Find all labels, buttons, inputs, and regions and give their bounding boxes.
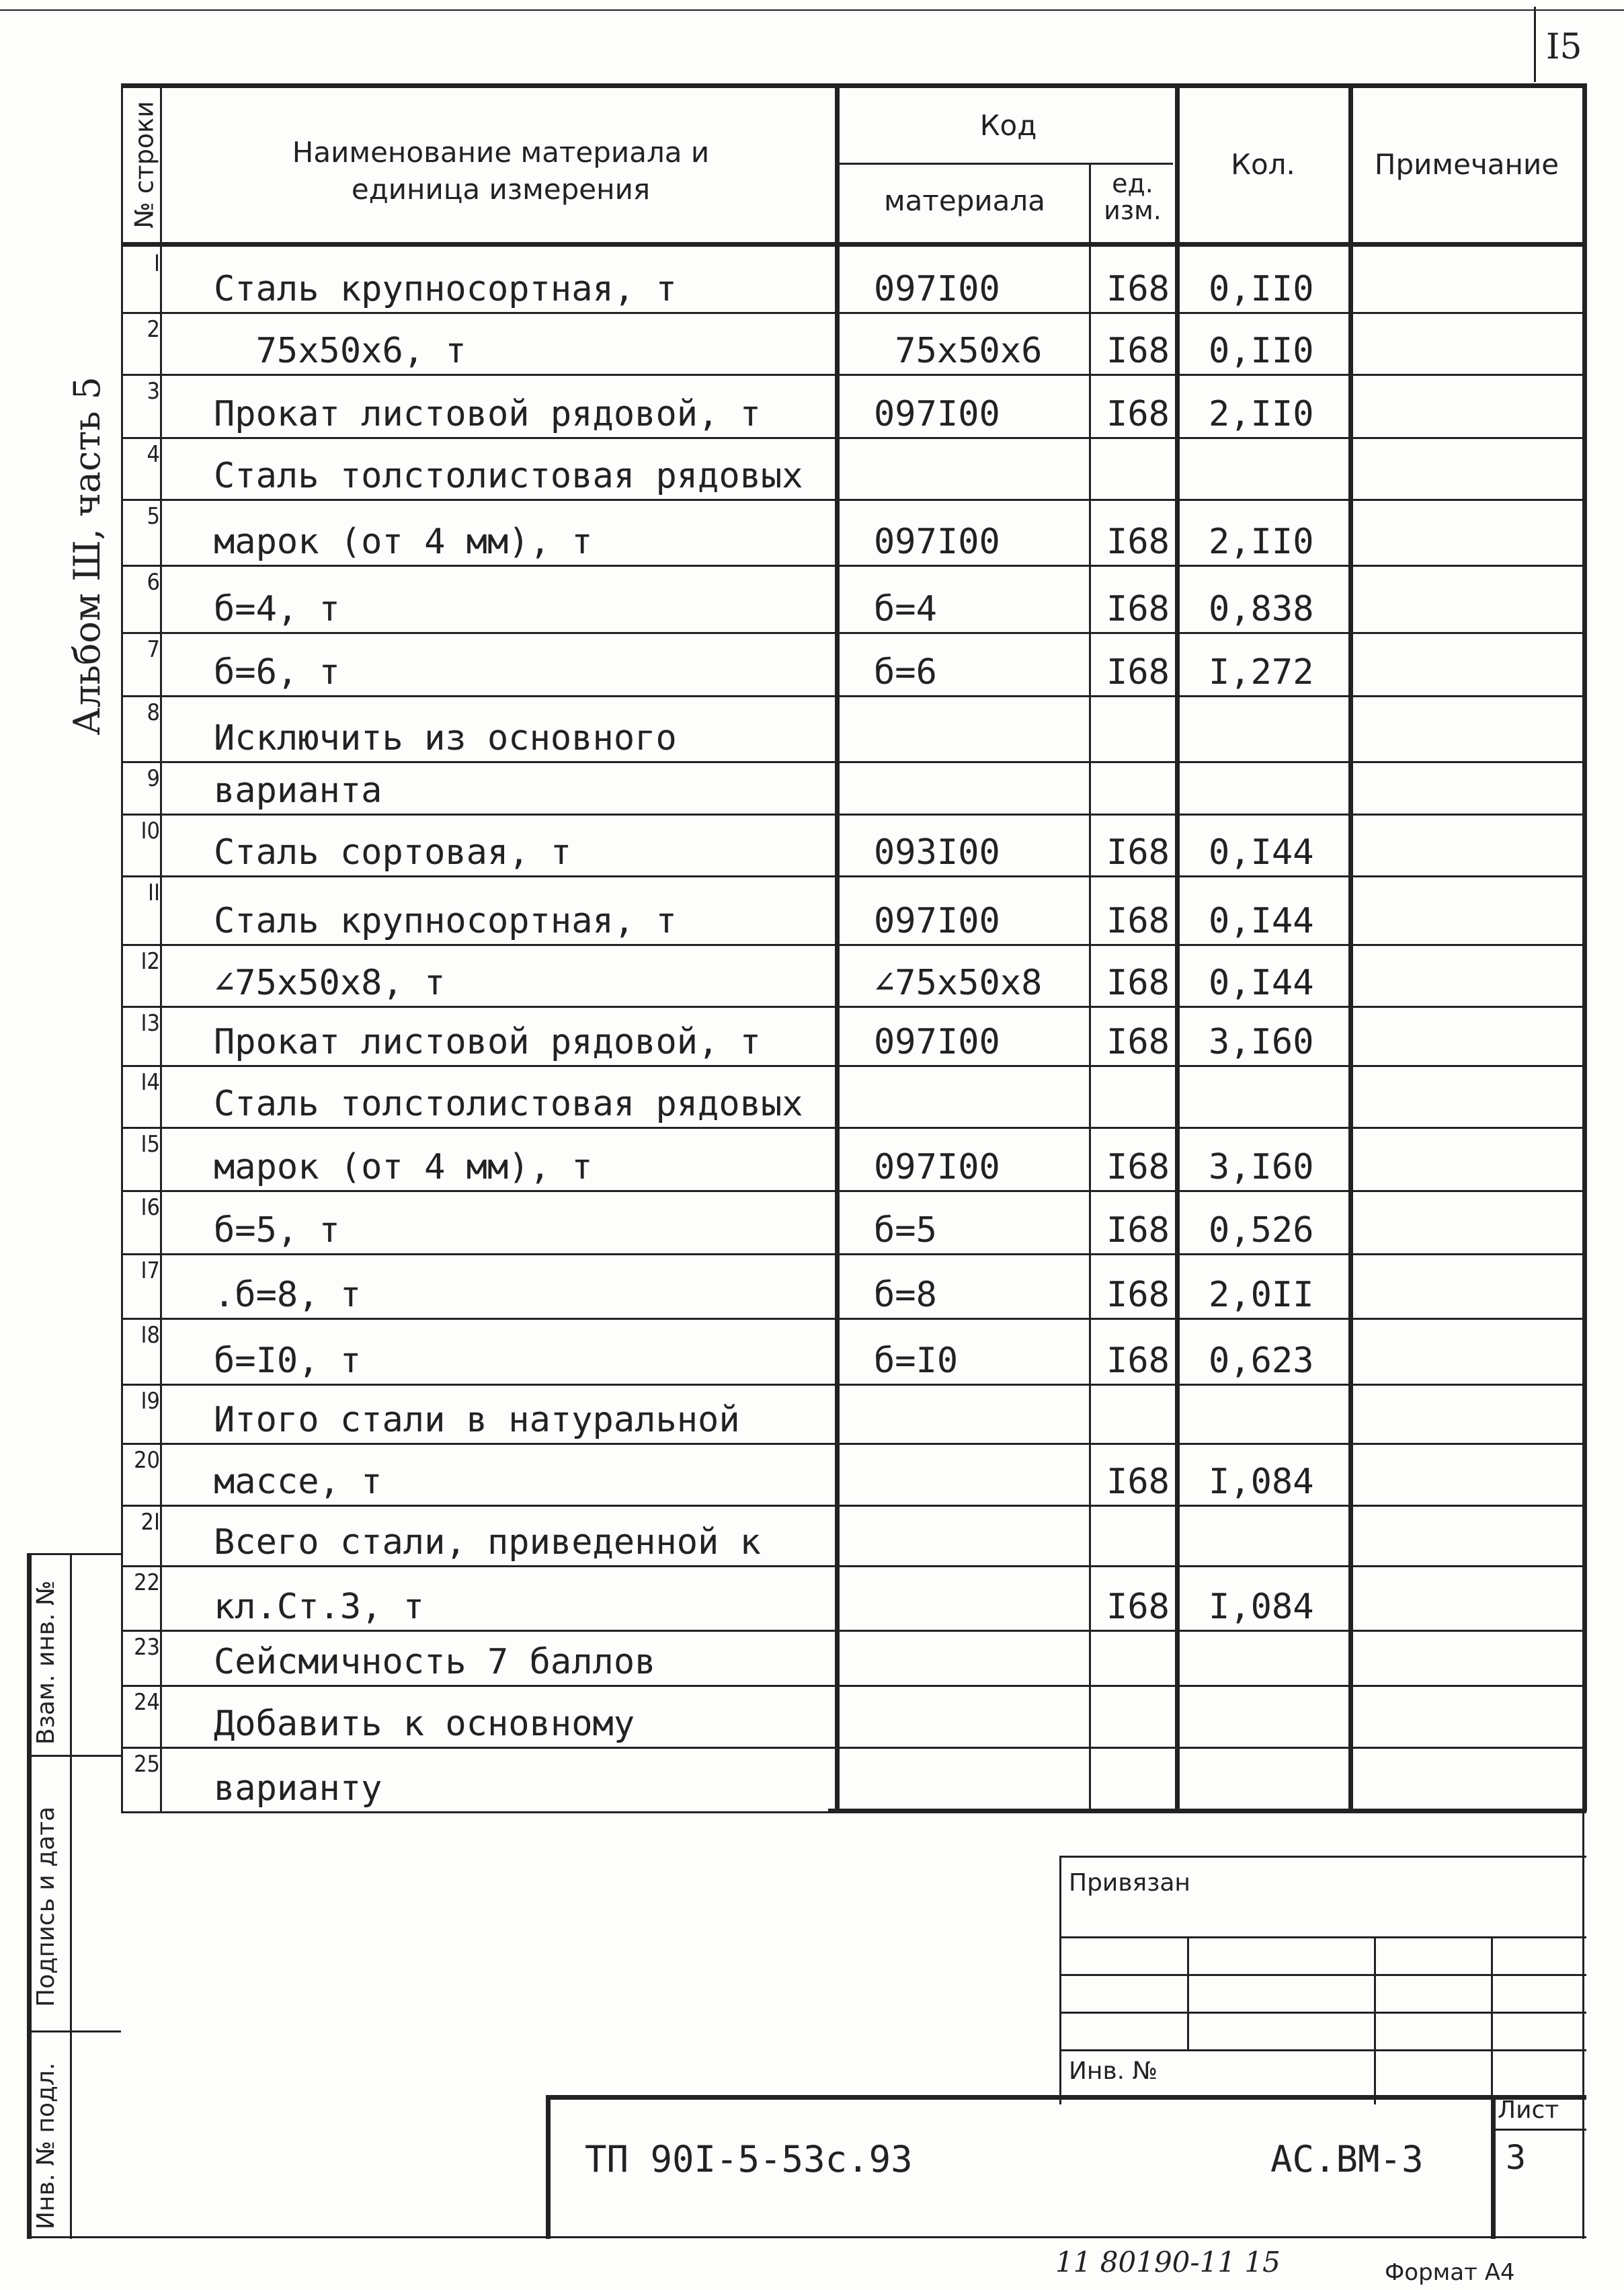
table-row <box>121 437 1586 499</box>
table-row <box>121 1065 1586 1127</box>
stamp-left-border <box>27 1553 32 2239</box>
inventory-label: Инв. № <box>1069 2057 1158 2085</box>
row-number: 8 <box>147 699 160 726</box>
document-code: ТП 90I-5-53с.93 <box>585 2138 913 2180</box>
table-row <box>121 1443 1586 1505</box>
table-row <box>121 944 1586 1006</box>
row-number: 20 <box>134 1447 160 1474</box>
row-number: 9 <box>147 765 160 792</box>
row-quantity: 0,I44 <box>1209 963 1314 1003</box>
header-name-line2: единица измерения <box>351 172 651 206</box>
row-number: I7 <box>140 1257 160 1284</box>
table-row <box>121 1505 1586 1565</box>
row-unit-code: I68 <box>1106 1462 1170 1502</box>
row-name: Прокат листовой рядовой, т <box>214 394 761 434</box>
row-quantity: 0,838 <box>1209 589 1314 629</box>
header-note: Примечание <box>1374 148 1559 181</box>
table-row <box>121 565 1586 632</box>
sheet-number: 3 <box>1506 2138 1527 2177</box>
header-name <box>168 134 834 208</box>
row-name: .б=8, т <box>214 1275 362 1315</box>
row-name: ∠75x50x8, т <box>214 963 446 1003</box>
row-number: 24 <box>134 1689 160 1716</box>
table-row <box>121 1190 1586 1253</box>
row-material-code: б=I0 <box>874 1341 959 1381</box>
album-label: Альбом Ш, часть 5 <box>66 377 108 736</box>
table-row <box>121 814 1586 875</box>
row-material-code: ∠75x50x8 <box>874 963 1043 1003</box>
table-top-border <box>121 83 1586 88</box>
row-name: Сталь толстолистовая рядовых <box>214 1084 803 1124</box>
row-material-code: б=4 <box>874 589 937 629</box>
row-name: Сейсмичность 7 баллов <box>214 1642 656 1682</box>
row-quantity: 2,II0 <box>1209 522 1314 562</box>
row-quantity: 0,II0 <box>1209 331 1314 371</box>
table-row <box>121 695 1586 761</box>
row-unit-code: I68 <box>1106 1147 1170 1187</box>
header-material: материала <box>883 184 1045 217</box>
row-quantity: 2,0II <box>1209 1275 1314 1315</box>
row-unit-code: I68 <box>1106 652 1170 693</box>
row-name: б=6, т <box>214 652 340 693</box>
row-name: варианта <box>214 771 382 811</box>
stamp-sign-date: Подпись и дата <box>32 1806 60 2007</box>
page-bottom-border <box>27 2236 1586 2238</box>
top-edge-line <box>0 9 1624 11</box>
table-row <box>121 761 1586 814</box>
page-number: I5 <box>1546 27 1582 67</box>
table-row <box>121 1006 1586 1065</box>
row-number: I <box>153 250 160 277</box>
row-material-code: б=5 <box>874 1210 937 1251</box>
row-material-code: 097I00 <box>874 522 1000 562</box>
row-number: 22 <box>134 1569 160 1596</box>
tb-line-3 <box>1059 1974 1586 1976</box>
row-name: Прокат листовой рядовой, т <box>214 1022 761 1062</box>
row-separator <box>121 1811 1586 1813</box>
table-row <box>121 1318 1586 1384</box>
stamp-replace-inv: Взам. инв. № <box>32 1580 60 1745</box>
tb-main-top <box>546 2095 1586 2100</box>
stamp-line-1 <box>27 1755 121 1757</box>
row-unit-code: I68 <box>1106 1022 1170 1062</box>
tb-main-left <box>546 2095 551 2239</box>
row-number: 2I <box>140 1509 160 1536</box>
row-quantity: 0,623 <box>1209 1341 1314 1381</box>
tb-line-top <box>1059 1856 1586 1858</box>
table-row <box>121 632 1586 695</box>
stamp-inv-original: Инв. № подл. <box>32 2062 60 2229</box>
row-number: 25 <box>134 1751 160 1778</box>
row-number: 4 <box>147 441 160 468</box>
header-unit-line2: изм. <box>1104 195 1162 225</box>
row-number: I2 <box>140 948 160 975</box>
row-material-code: 097I00 <box>874 394 1000 434</box>
row-name: Добавить к основному <box>214 1704 635 1744</box>
tb-left <box>1059 1856 1061 2104</box>
row-number: I6 <box>140 1194 160 1221</box>
tb-line-4 <box>1059 2012 1586 2014</box>
row-material-code: б=6 <box>874 652 937 693</box>
row-name: 75x50x6, т <box>214 331 466 371</box>
page-number-border <box>1534 7 1536 82</box>
header-unit <box>1090 171 1175 225</box>
row-number: I4 <box>140 1069 160 1096</box>
row-quantity: 0,II0 <box>1209 269 1314 309</box>
row-unit-code: I68 <box>1106 1210 1170 1251</box>
header-qty: Кол. <box>1231 148 1295 181</box>
row-name: Сталь толстолистовая рядовых <box>214 456 803 496</box>
row-name: варианту <box>214 1768 382 1809</box>
row-quantity: 2,II0 <box>1209 394 1314 434</box>
row-material-code: 097I00 <box>874 901 1000 941</box>
sheet-label: Лист <box>1498 2096 1559 2124</box>
tb-sheet-line <box>1491 2129 1586 2131</box>
handwritten-number: 11 80190-11 15 <box>1055 2246 1281 2279</box>
row-name: Сталь крупносортная, т <box>214 901 677 941</box>
row-name: Сталь крупносортная, т <box>214 269 677 309</box>
stamp-top <box>27 1553 121 1555</box>
table-row <box>121 1747 1586 1811</box>
table-row <box>121 1127 1586 1190</box>
tb-line-2 <box>1059 1936 1586 1938</box>
row-name: Сталь сортовая, т <box>214 832 572 873</box>
row-unit-code: I68 <box>1106 394 1170 434</box>
row-name: марок (от 4 мм), т <box>214 522 593 562</box>
row-material-code: 097I00 <box>874 1022 1000 1062</box>
row-number: II <box>147 879 160 906</box>
tb-col-1 <box>1187 1936 1189 2051</box>
header-unit-line1: ед. <box>1112 169 1153 198</box>
row-name: Исключить из основного <box>214 718 677 758</box>
row-name: б=4, т <box>214 589 340 629</box>
row-quantity: I,084 <box>1209 1587 1314 1627</box>
table-row <box>121 1630 1586 1685</box>
document-mark: АС.ВМ-3 <box>1270 2138 1424 2180</box>
row-unit-code: I68 <box>1106 1587 1170 1627</box>
row-name: кл.Ст.3, т <box>214 1587 425 1627</box>
row-number: 23 <box>134 1634 160 1661</box>
row-name: б=I0, т <box>214 1341 362 1381</box>
row-unit-code: I68 <box>1106 522 1170 562</box>
tb-right <box>1582 1809 1584 2239</box>
row-name: массе, т <box>214 1462 382 1502</box>
header-row-number: № строки <box>129 101 159 229</box>
row-unit-code: I68 <box>1106 331 1170 371</box>
bound-label: Привязан <box>1069 1869 1190 1897</box>
table-row <box>121 1685 1586 1747</box>
code-subheader-line <box>837 163 1173 165</box>
stamp-line-2 <box>27 2030 121 2032</box>
format-label: Формат А4 <box>1385 2259 1515 2286</box>
row-number: 5 <box>147 503 160 530</box>
row-number: I8 <box>140 1322 160 1349</box>
tb-sheet-left <box>1491 2095 1496 2239</box>
row-unit-code: I68 <box>1106 589 1170 629</box>
row-number: 2 <box>147 316 160 343</box>
row-number: I5 <box>140 1131 160 1158</box>
row-name: б=5, т <box>214 1210 340 1251</box>
table-row <box>121 1565 1586 1630</box>
row-material-code: 097I00 <box>874 1147 1000 1187</box>
table-row <box>121 246 1586 312</box>
row-quantity: 0,I44 <box>1209 901 1314 941</box>
tb-col-3 <box>1491 1936 1493 2104</box>
tb-col-2 <box>1374 1936 1376 2104</box>
row-number: 3 <box>147 378 160 405</box>
row-name: Всего стали, приведенной к <box>214 1522 761 1563</box>
stamp-divider <box>70 1553 72 2239</box>
table-row <box>121 312 1586 374</box>
row-unit-code: I68 <box>1106 269 1170 309</box>
row-number: 6 <box>147 569 160 596</box>
row-quantity: 0,I44 <box>1209 832 1314 873</box>
table-row <box>121 1253 1586 1318</box>
header-name-line1: Наименование материала и <box>292 136 710 169</box>
row-quantity: 0,526 <box>1209 1210 1314 1251</box>
row-quantity: 3,I60 <box>1209 1022 1314 1062</box>
tb-line-5 <box>1059 2049 1586 2051</box>
row-unit-code: I68 <box>1106 1341 1170 1381</box>
row-number: I0 <box>140 818 160 844</box>
row-name: Итого стали в натуральной <box>214 1400 740 1440</box>
row-material-code: 75x50x6 <box>874 331 1043 371</box>
row-unit-code: I68 <box>1106 901 1170 941</box>
row-material-code: 093I00 <box>874 832 1000 873</box>
table-row <box>121 875 1586 944</box>
row-unit-code: I68 <box>1106 832 1170 873</box>
row-quantity: I,084 <box>1209 1462 1314 1502</box>
row-number: 7 <box>147 636 160 663</box>
row-number: I9 <box>140 1388 160 1415</box>
row-quantity: I,272 <box>1209 652 1314 693</box>
header-code: Код <box>979 109 1037 142</box>
row-material-code: б=8 <box>874 1275 937 1315</box>
table-row <box>121 1384 1586 1443</box>
row-name: марок (от 4 мм), т <box>214 1147 593 1187</box>
table-row <box>121 499 1586 565</box>
table-row <box>121 374 1586 437</box>
row-material-code: 097I00 <box>874 269 1000 309</box>
row-quantity: 3,I60 <box>1209 1147 1314 1187</box>
row-number: I3 <box>140 1010 160 1037</box>
row-unit-code: I68 <box>1106 1275 1170 1315</box>
row-unit-code: I68 <box>1106 963 1170 1003</box>
